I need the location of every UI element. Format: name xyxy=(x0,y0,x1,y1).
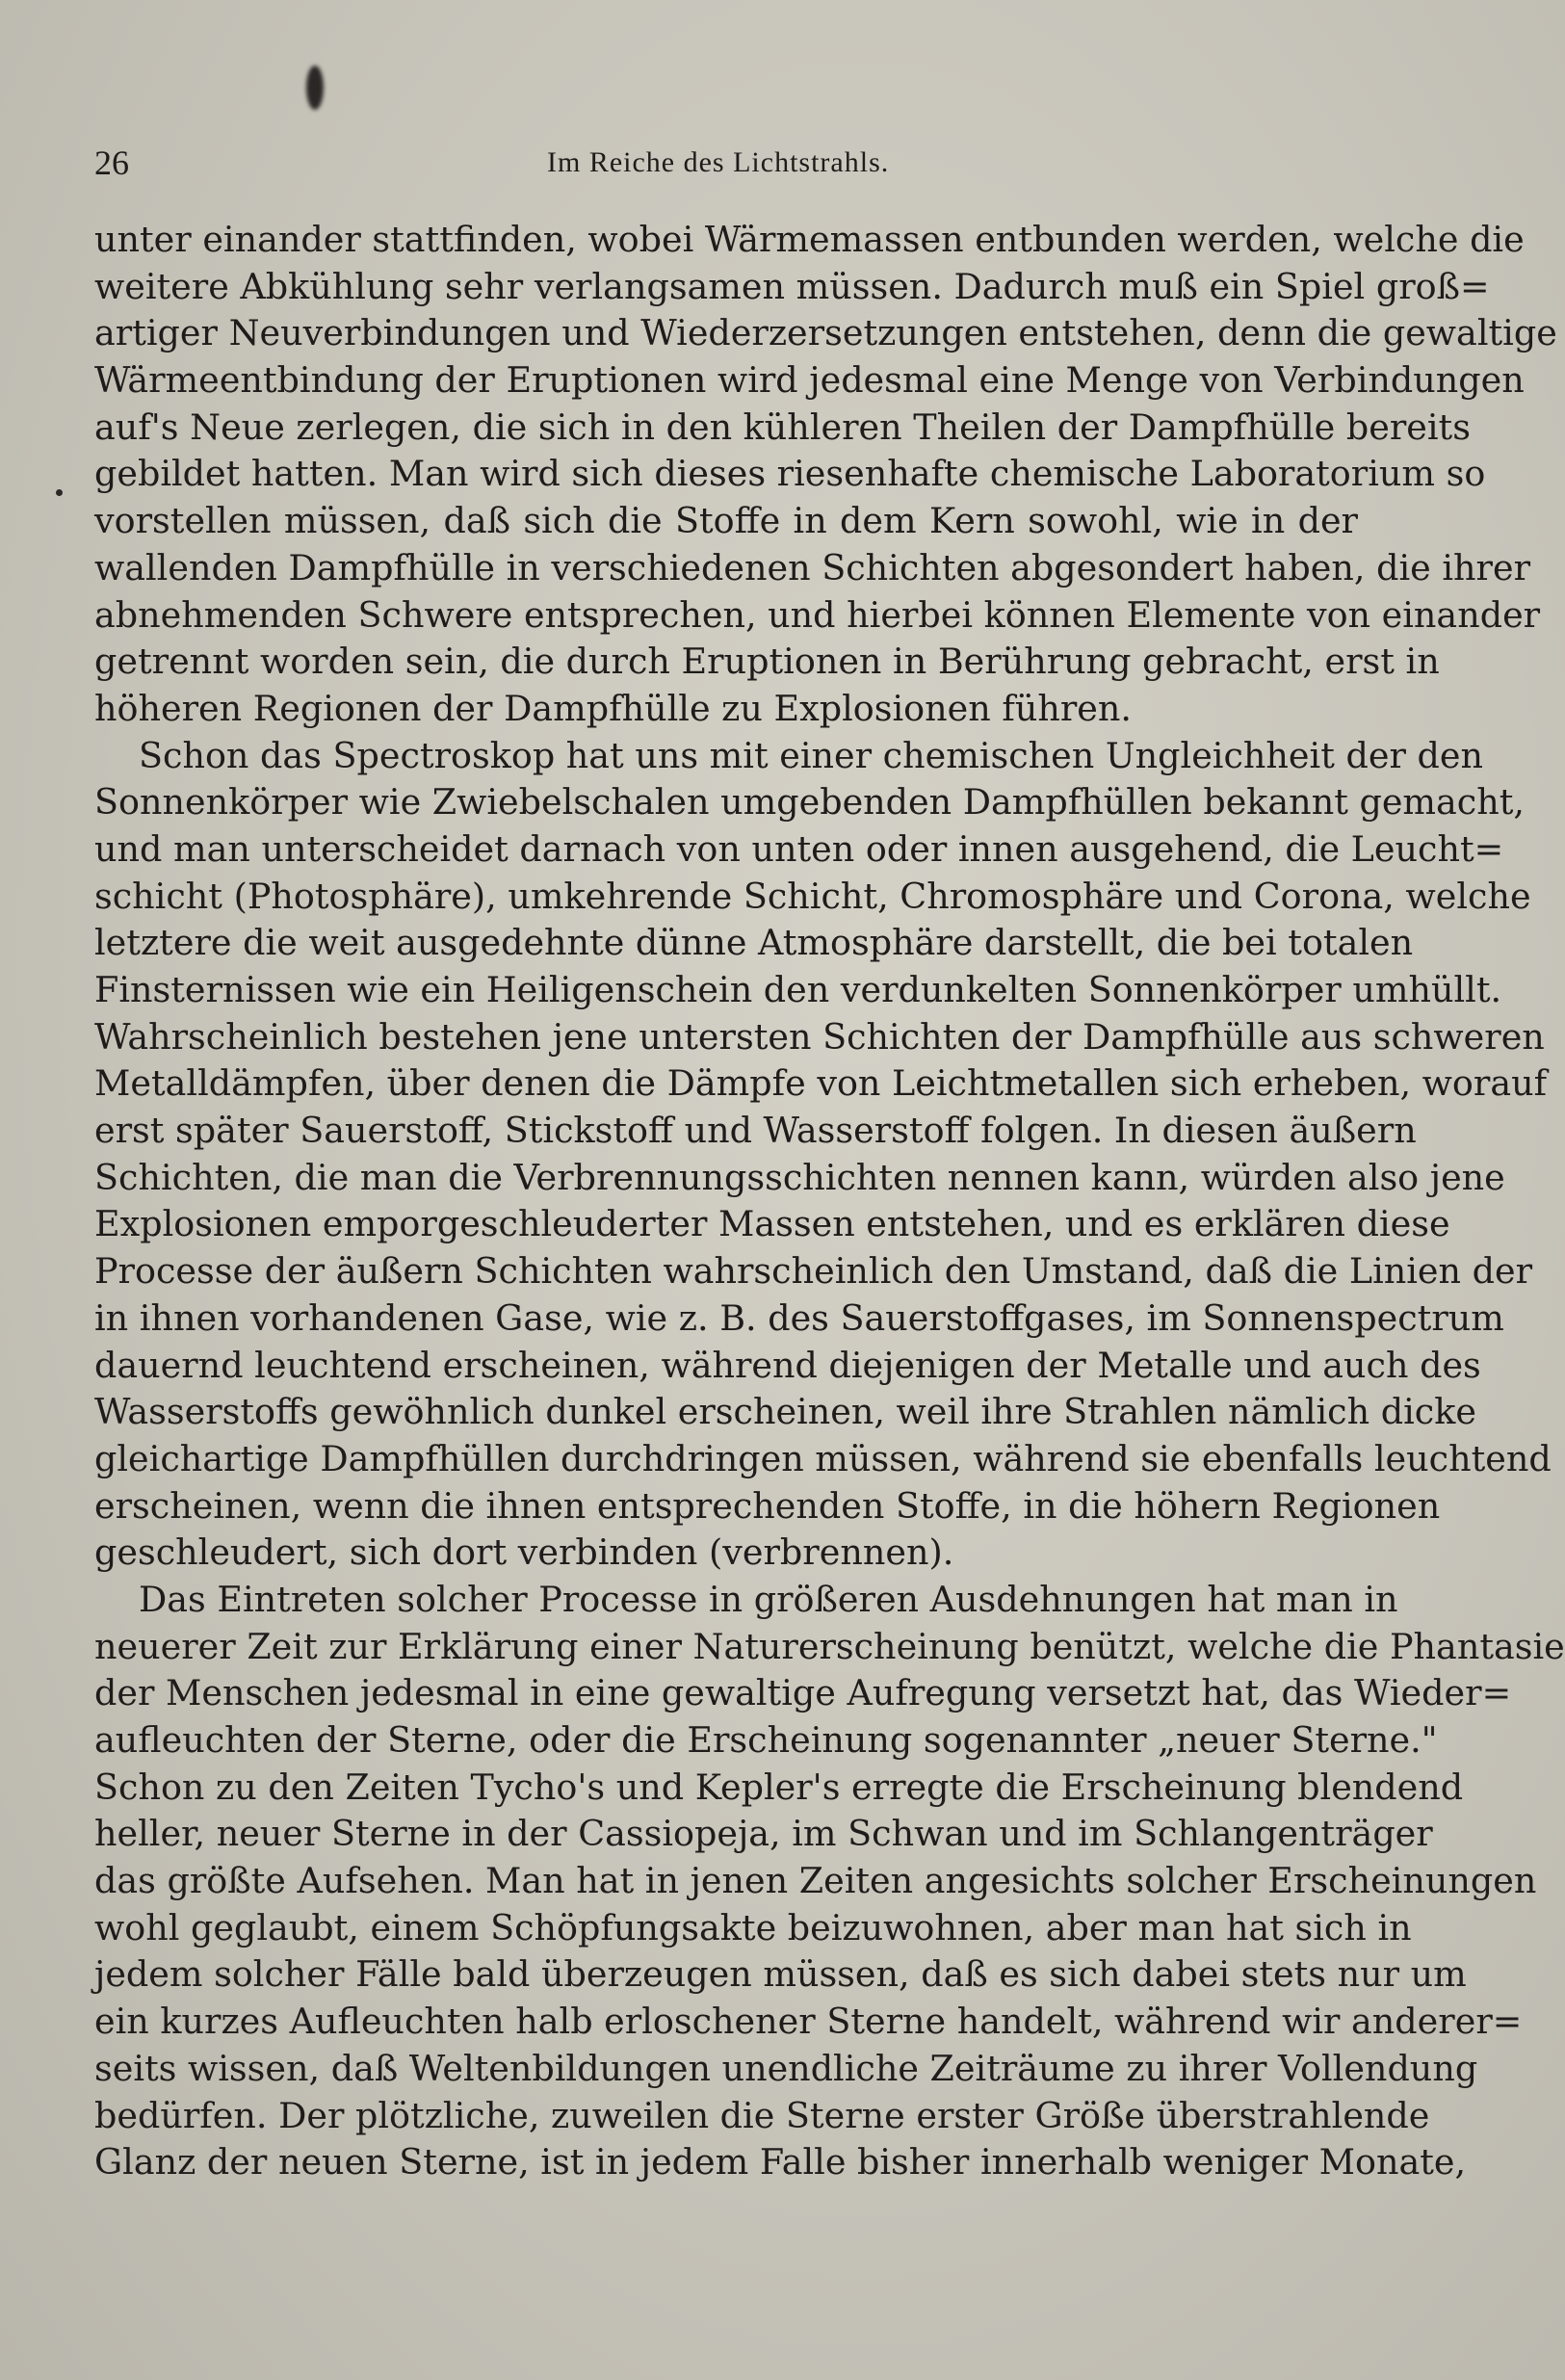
text-line: Schon zu den Zeiten Tycho's und Kepler's erregte die Erscheinung blendend xyxy=(94,1765,1464,1808)
text-line: schicht (Photosphäre), umkehrende Schicht, Chromosphäre und Corona, welche xyxy=(94,875,1531,917)
text-line: Metalldämpfen, über denen die Dämpfe von Leichtmetallen sich erheben, worauf xyxy=(94,1062,1548,1105)
paragraph xyxy=(94,733,1552,1577)
text-line: Wahrscheinlich bestehen jene untersten Schichten der Dampfhülle aus schweren xyxy=(94,1015,1545,1058)
text-line: weitere Abkühlung sehr verlangsamen müssen. Dadurch muß ein Spiel groß= xyxy=(94,265,1490,307)
text-line: das größte Aufsehen. Man hat in jenen Zeiten angesichts solcher Erscheinungen xyxy=(94,1860,1537,1902)
body-text xyxy=(94,217,1565,2186)
text-line: dauernd leuchtend erscheinen, während diejenigen der Metalle und auch des xyxy=(94,1344,1481,1386)
text-line: Wasserstoffs gewöhnlich dunkel erscheinen, weil ihre Strahlen nämlich dicke xyxy=(94,1391,1476,1433)
paragraph xyxy=(94,1577,1565,2186)
text-line: wohl geglaubt, einem Schöpfungsakte beizuwohnen, aber man hat sich in xyxy=(94,1906,1412,1948)
text-line: unter einander stattfinden, wobei Wärmemassen entbunden werden, welche die xyxy=(94,219,1525,260)
text-line: abnehmenden Schwere entsprechen, und hierbei können Elemente von einander xyxy=(94,593,1541,636)
text-line: Finsternissen wie ein Heiligenschein den verdunkelten Sonnenkörper umhüllt. xyxy=(94,969,1502,1010)
text-line: letztere die weit ausgedehnte dünne Atmosphäre darstellt, die bei totalen xyxy=(94,922,1414,964)
text-line: gebildet hatten. Man wird sich dieses riesenhafte chemische Laboratorium so xyxy=(94,453,1486,495)
text-line: geschleudert, sich dort verbinden (verbrennen). xyxy=(94,1531,954,1574)
text-line: Sonnenkörper wie Zwiebelschalen umgebenden Dampfhüllen bekannt gemacht, xyxy=(94,781,1526,824)
running-head xyxy=(94,143,1356,191)
text-line: gleichartige Dampfhüllen durchdringen müssen, während sie ebenfalls leuchtend xyxy=(94,1437,1552,1479)
ink-dot xyxy=(56,489,63,496)
text-line: ein kurzes Aufleuchten halb erloschener Sterne handelt, während wir anderer= xyxy=(94,2001,1523,2043)
text-line: in ihnen vorhandenen Gase, wie z. B. des Sauerstoffgases, im Sonnenspectrum xyxy=(94,1296,1504,1339)
text-line: Das Eintreten solcher Processe in größeren Ausdehnungen hat man in xyxy=(139,1578,1398,1620)
text-line: seits wissen, daß Weltenbildungen unendliche Zeiträume zu ihrer Vollendung xyxy=(94,2047,1478,2089)
text-line: Wärmeentbindung der Eruptionen wird jedesmal eine Menge von Verbindungen xyxy=(94,359,1525,402)
text-line: Schon das Spectroskop hat uns mit einer chemischen Ungleichheit der den xyxy=(139,734,1483,776)
ink-blot xyxy=(306,65,324,110)
text-line: auf's Neue zerlegen, die sich in den kühleren Theilen der Dampfhülle bereits xyxy=(94,405,1471,448)
text-line: wallenden Dampfhülle in verschiedenen Schichten abgesondert haben, die ihrer xyxy=(94,546,1531,588)
text-line: Schichten, die man die Verbrennungsschichten nennen kann, würden also jene xyxy=(94,1156,1505,1198)
text-line: getrennt worden sein, die durch Eruptionen in Berührung gebracht, erst in xyxy=(94,641,1440,683)
text-line: neuerer Zeit zur Erklärung einer Naturerscheinung benützt, welche die Phantasie xyxy=(94,1625,1565,1667)
text-line: aufleuchten der Sterne, oder die Erscheinung sogenannter „neuer Sterne." xyxy=(94,1719,1438,1761)
text-line: heller, neuer Sterne in der Cassiopeja, im Schwan und im Schlangenträger xyxy=(94,1813,1433,1855)
paragraph xyxy=(94,217,1557,733)
text-line: erst später Sauerstoff, Stickstoff und Wasserstoff folgen. In diesen äußern xyxy=(94,1110,1417,1152)
text-line: höheren Regionen der Dampfhülle zu Explosionen führen. xyxy=(94,687,1133,729)
running-title: Im Reiche des Lichtstrahls. xyxy=(547,146,890,178)
text-line: Explosionen emporgeschleuderter Massen entstehen, und es erklären diese xyxy=(94,1203,1450,1245)
text-line: erscheinen, wenn die ihnen entsprechenden Stoffe, in die höhern Regionen xyxy=(94,1484,1441,1527)
text-line: und man unterscheidet darnach von unten oder innen ausgehend, die Leucht= xyxy=(94,827,1504,870)
text-line: der Menschen jedesmal in eine gewaltige Aufregung versetzt hat, das Wieder= xyxy=(94,1672,1512,1714)
text-line: bedürfen. Der plötzliche, zuweilen die Sterne erster Größe überstrahlende xyxy=(94,2094,1430,2136)
text-line: vorstellen müssen, daß sich die Stoffe in dem Kern sowohl, wie in der xyxy=(94,500,1358,542)
text-line: artiger Neuverbindungen und Wiederzersetzungen entstehen, denn die gewaltige xyxy=(94,312,1557,354)
text-line: Glanz der neuen Sterne, ist in jedem Falle bisher innerhalb weniger Monate, xyxy=(94,2141,1467,2184)
text-line: Processe der äußern Schichten wahrscheinlich den Umstand, daß die Linien der xyxy=(94,1250,1533,1293)
page-number: 26 xyxy=(94,144,129,182)
text-line: jedem solcher Fälle bald überzeugen müssen, daß es sich dabei stets nur um xyxy=(94,1953,1467,1996)
